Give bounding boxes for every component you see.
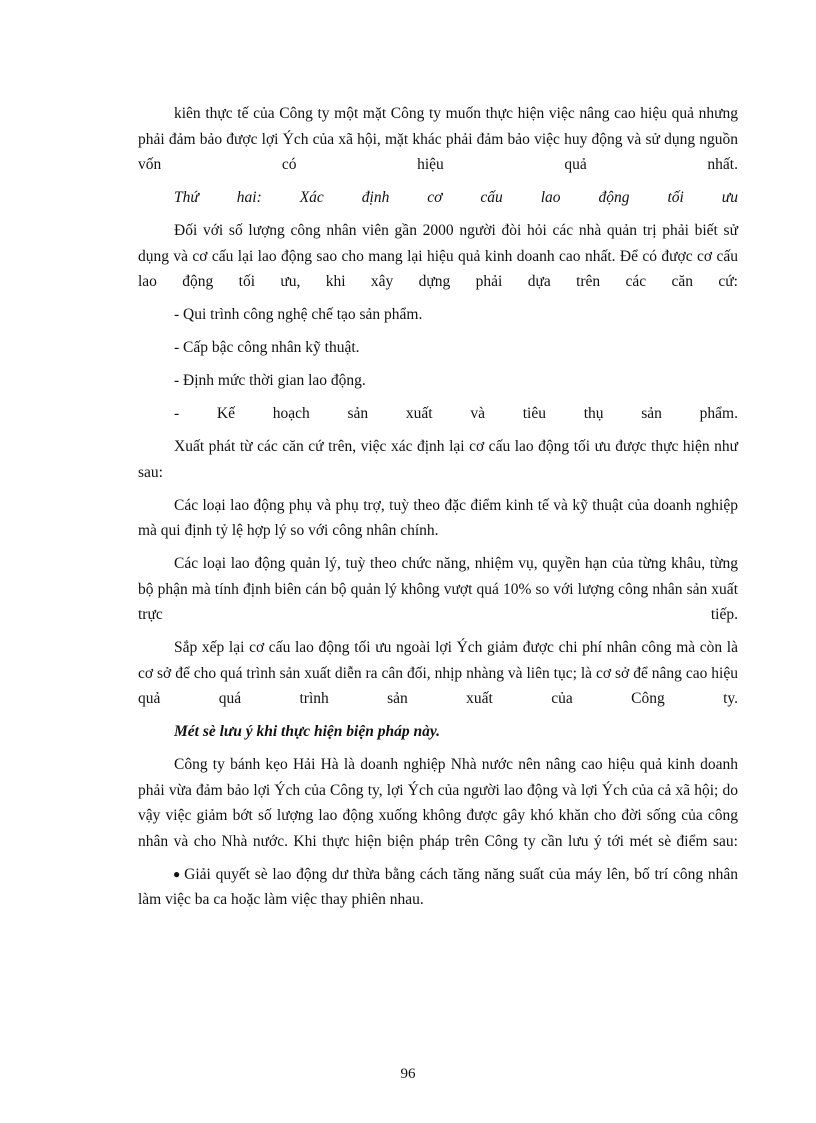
paragraph-management-labor: Các loại lao động quản lý, tuỳ theo chức năng, nhiệm vụ, quyền hạn của từng khâu, từng bộ phận mà tính định biên cán bộ quản lý không vượt quá 10% so với lượng công nhân sản xuất trực tiếp.: [138, 555, 738, 623]
paragraph-basis: Xuất phát từ các căn cứ trên, việc xác định lại cơ cấu lao động tối ưu được thực hiện như sau:: [138, 438, 738, 481]
paragraph-intro: kiên thực tế của Công ty một mặt Công ty muốn thực hiện việc nâng cao hiệu quả nhưng phải đảm bảo được lợi Ých của xã hội, mặt khác phải đảm bảo việc huy động và sử dụng nguồn vốn có hiệu quả nhất.: [138, 105, 738, 173]
list-item-process: - Qui trình công nghệ chế tạo sản phẩm.: [174, 306, 423, 323]
page-number: 96: [400, 1066, 416, 1082]
section-heading-second: Thứ hai: Xác định cơ cấu lao động tối ưu: [174, 189, 738, 206]
paragraph-auxiliary-labor: Các loại lao động phụ và phụ trợ, tuỳ theo đặc điểm kinh tế và kỹ thuật của doanh nghiệp mà qui định tỷ lệ hợp lý so với công nhân chính.: [138, 496, 738, 539]
paragraph-company-notes: Công ty bánh kẹo Hải Hà là doanh nghiệp Nhà nước nên nâng cao hiệu quả kinh doanh phải vừa đảm bảo lợi Ých của Công ty, lợi Ých của người lao động và lợi Ých của cả xã hội; do vậy việc giảm bớt số lượng lao động xuống không được gây khó khăn cho đời sống của công nhân và cho Nhà nước. Khi thực hiện biện pháp trên Công ty cần lưu ý tới mét sè điểm sau:: [138, 756, 738, 850]
paragraph-rearrange: Sắp xếp lại cơ cấu lao động tối ưu ngoài lợi Ých giảm được chi phí nhân công mà còn là cơ sở để cho quá trình sản xuất diễn ra cân đối, nhịp nhàng và liên tục; là cơ sở để nâng cao hiệu quả quá trình sản xuất của Công ty.: [138, 639, 738, 707]
list-item-plan: - Kế hoạch sản xuất và tiêu thụ sản phẩm.: [174, 405, 738, 422]
bullet-icon: ●: [173, 866, 182, 881]
page-body: [138, 101, 738, 920]
list-item-time-norm: - Định mức thời gian lao động.: [174, 372, 366, 389]
paragraph-workforce: Đối với số lượng công nhân viên gần 2000 người đòi hỏi các nhà quản trị phải biết sử dụng và cơ cấu lại lao động sao cho mang lại hiệu quả kinh doanh cao nhất. Để có được cơ cấu lao động tối ưu, khi xây dựng phải dựa trên các căn cứ:: [138, 222, 738, 290]
bullet-text: Giải quyết sè lao động dư thừa bằng cách tăng năng suất của máy lên, bố trí công nhân làm việc ba ca hoặc làm việc thay phiên nhau.: [138, 865, 738, 908]
bullet-item-surplus-labor: [138, 862, 738, 913]
subheading-notes: Mét sè lưu ý khi thực hiện biện pháp này.: [174, 723, 441, 740]
list-item-skill-grade: - Cấp bậc công nhân kỹ thuật.: [174, 339, 360, 356]
